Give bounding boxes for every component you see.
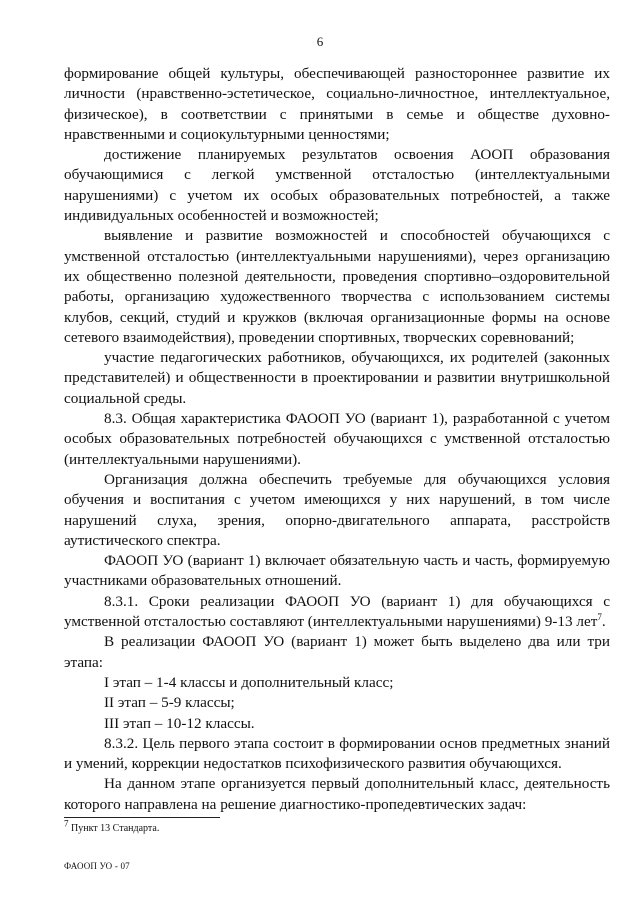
paragraph: достижение планируемых результатов освоения АООП образования обучающимися с легкой умственной отсталостью (интеллектуальными нарушениями) с учетом их особых образовательных потребностей, а также индивидуальных особенностей и возможностей; (64, 146, 610, 225)
footnote-divider (64, 817, 220, 818)
footer-code: ФАООП УО - 07 (64, 861, 130, 871)
footnote-marker: 7 (64, 818, 69, 829)
paragraph: ФАООП УО (вариант 1) включает обязательную часть и часть, формируемую участниками образовательных отношений. (64, 552, 610, 590)
footnote-ref[interactable]: 7 (597, 611, 602, 622)
paragraph: выявление и развитие возможностей и способностей обучающихся с умственной отсталостью (интеллектуальными нарушениями), через организацию их общественно полезной деятельности, проведения спортивно–оздоровительной работы, организацию художественного творчества с использованием системы клубов, секций, студий и кружков (включая организационные формы на основе сетевого взаимодействия), проведении спортивных, творческих соревнований; (64, 227, 610, 346)
section-heading-8-3: 8.3. Общая характеристика ФАООП УО (вариант 1), разработанной с учетом особых образовательных потребностей обучающихся с умственной отсталостью (интеллектуальными нарушениями). (64, 410, 610, 468)
page-number: 6 (316, 34, 324, 49)
list-item: II этап – 5-9 классы; (104, 694, 235, 712)
paragraph: участие педагогических работников, обучающихся, их родителей (законных представителей) и общественности в проектировании и развитии внутришкольной социальной среды. (64, 349, 610, 407)
section-8-3-2: 8.3.2. Цель первого этапа состоит в формировании основ предметных знаний и умений, коррекции недостатков психофизического развития обучающихся. (64, 734, 610, 773)
paragraph-end: . (601, 613, 606, 631)
paragraph: формирование общей культуры, обеспечивающей разностороннее развитие их личности (нравственно-эстетическое, социально-личностное, интеллектуальное, физическое), в соответствии с принятыми в семье и обществе духовно-нравственными и социокультурными ценностями; (64, 65, 610, 143)
paragraph-text: 8.3.1. Сроки реализации ФАООП УО (вариант 1) для обучающихся с умственной отсталостью составляют (интеллектуальными нарушениями) 9-13 лет (64, 592, 610, 631)
footnote-text: Пункт 13 Стандарта. (68, 823, 160, 834)
paragraph: Организация должна обеспечить требуемые для обучающихся условия обучения и воспитания с учетом имеющихся у них нарушений, в том числе нарушений слуха, зрения, опорно-двигательного аппарата, расстройств аутистического спектра. (64, 470, 610, 549)
list-item: I этап – 1-4 классы и дополнительный класс; (104, 673, 394, 691)
paragraph: В реализации ФАООП УО (вариант 1) может быть выделено два или три этапа: (64, 633, 610, 671)
footnote (64, 818, 160, 834)
list-item: III этап – 10-12 классы. (104, 714, 255, 732)
paragraph: На данном этапе организуется первый дополнительный класс, деятельность которого направлена на решение диагностико-пропедевтических задач: (64, 775, 610, 813)
body-text (64, 64, 610, 815)
section-8-3-1 (64, 592, 610, 633)
